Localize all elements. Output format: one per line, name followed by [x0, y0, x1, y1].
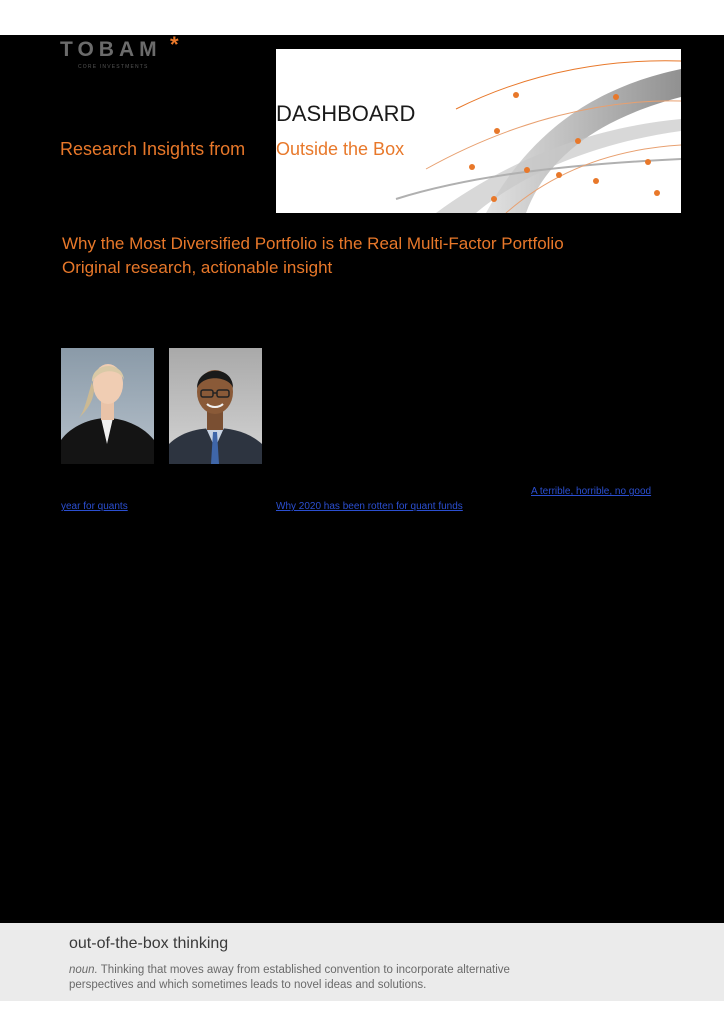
- definition-term: out-of-the-box thinking: [69, 935, 229, 952]
- logo-tagline: CORE INVESTMENTS: [78, 64, 149, 70]
- link-terrible-year-line1[interactable]: A terrible, horrible, no good: [531, 486, 652, 497]
- article-title: Why the Most Diversified Portfolio is the Real Multi-Factor Portfolio: [62, 234, 564, 253]
- definition-body: [69, 963, 549, 993]
- definition-text: Thinking that moves away from established convention to incorporate alternative perspectives and which sometimes leads to novel ideas and solutions.: [69, 964, 510, 991]
- logo-star: *: [170, 35, 179, 57]
- hero-banner: [276, 49, 681, 213]
- author-photo-2: [169, 348, 262, 464]
- author-photo-1: [61, 348, 154, 464]
- swirl-graphic: [276, 49, 681, 213]
- company-logo: [60, 35, 179, 70]
- author-portrait-1: [61, 348, 154, 464]
- author-portrait-2: [169, 348, 262, 464]
- article-subtitle: Original research, actionable insight: [62, 258, 333, 277]
- definition-box: [0, 923, 724, 1001]
- link-terrible-year-line2[interactable]: year for quants: [61, 501, 128, 512]
- header-tagline-part2: Outside the Box: [276, 139, 405, 159]
- part-of-speech: noun.: [69, 964, 98, 976]
- dashboard-title: DASHBOARD: [276, 101, 416, 126]
- logo-wordmark: TOBAM: [60, 38, 162, 61]
- link-rotten-quant-funds[interactable]: Why 2020 has been rotten for quant funds: [276, 501, 463, 512]
- page-body: [0, 35, 724, 923]
- header-tagline-part1: Research Insights from: [60, 139, 246, 159]
